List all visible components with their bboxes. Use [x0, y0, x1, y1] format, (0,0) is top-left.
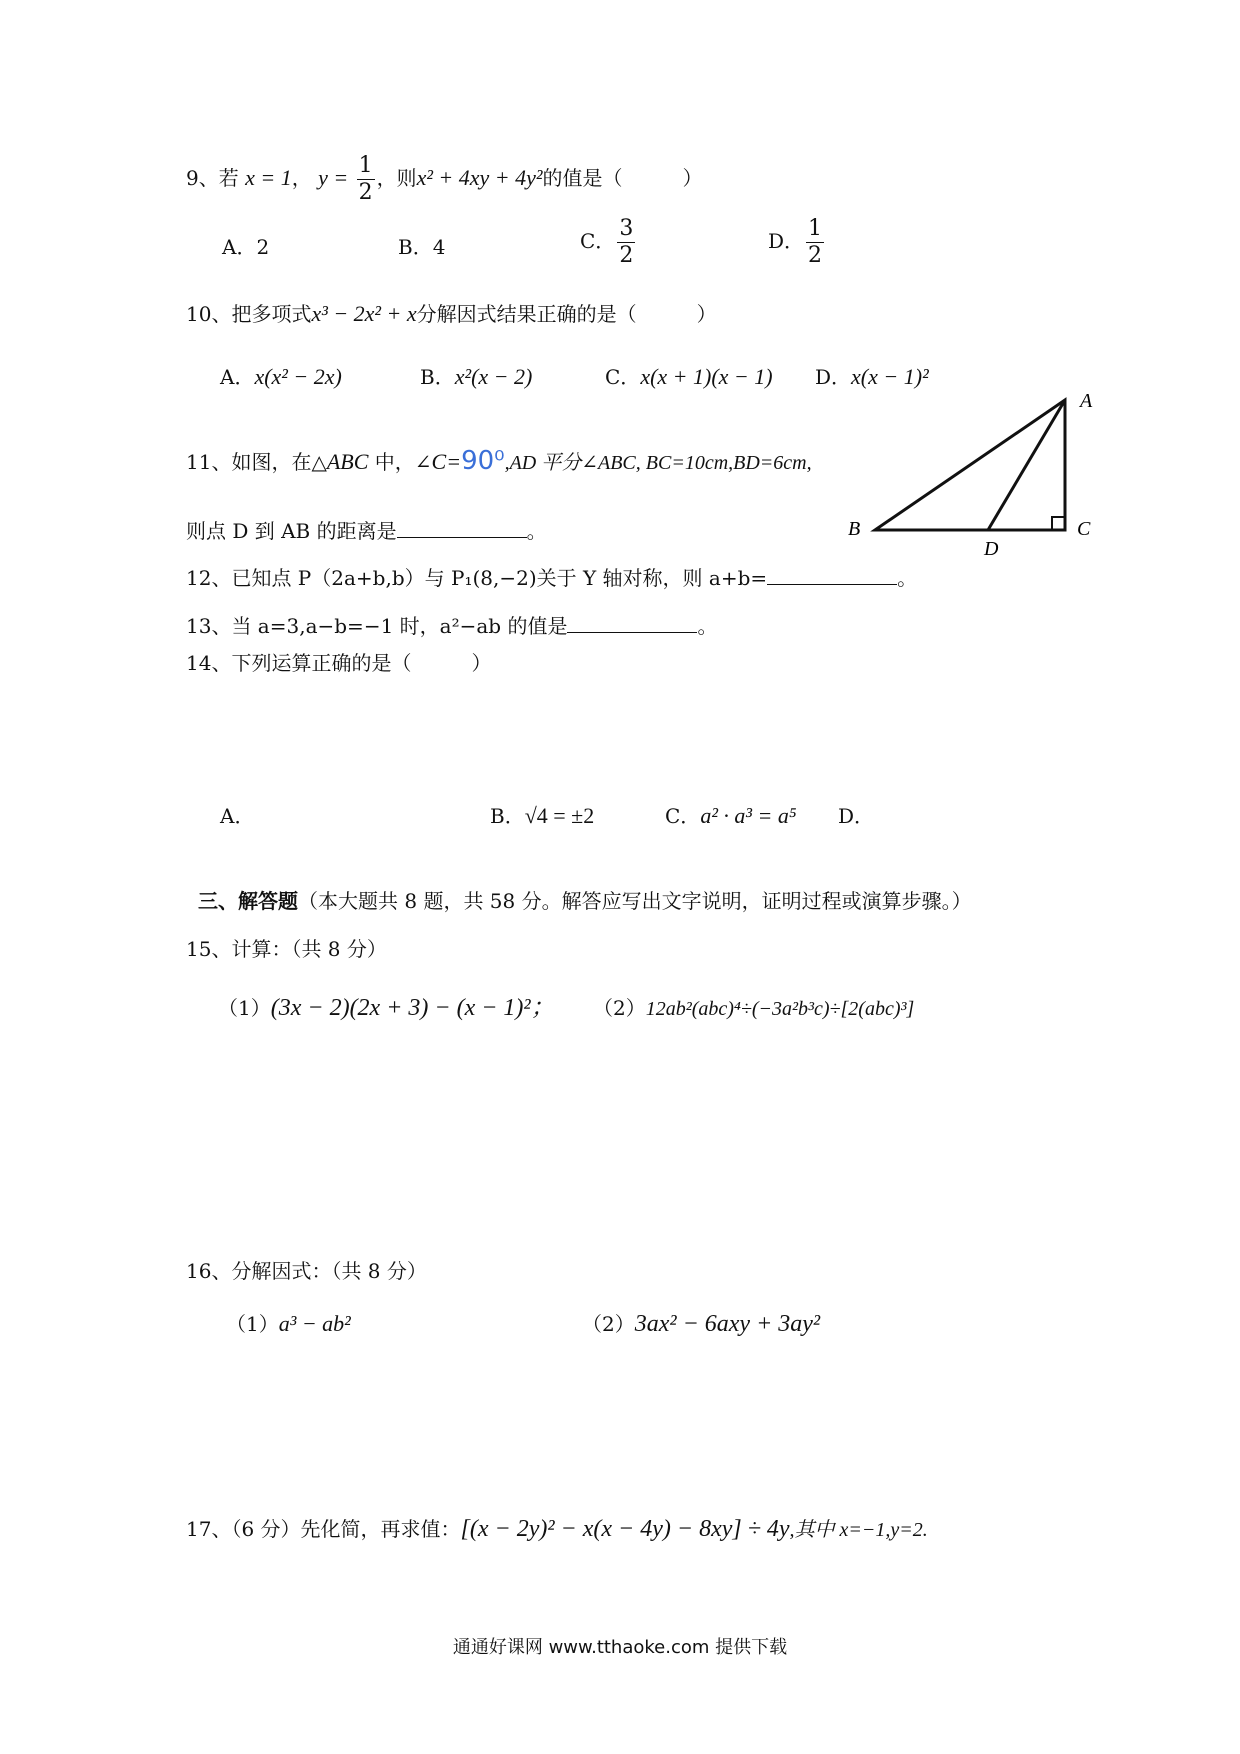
q14-b-expr: √4 = ±2: [524, 803, 595, 828]
q14-text: 下列运算正确的是（ ）: [231, 651, 492, 675]
question-15: 15、计算：（共 8 分）: [186, 937, 387, 961]
q9-sep: ，: [291, 166, 312, 190]
q16-part-1: [226, 1309, 351, 1339]
q15-p1-expr: (3x − 2)(2x + 3) − (x − 1)²；: [270, 995, 555, 1021]
q9-option-d-label: D．: [768, 229, 805, 253]
q10-b-label: B．: [420, 365, 455, 389]
q11-text3: ,AD 平分∠ABC, BC=10cm,BD=6cm,: [504, 452, 812, 474]
q17-expr: [(x − 2y)² − x(x − 4y) − 8xy] ÷ 4y: [460, 1516, 790, 1542]
q10-text1: 把多项式: [231, 302, 312, 326]
q9-option-d: [768, 218, 826, 267]
q10-d-expr: x(x − 1)²: [851, 364, 929, 389]
q9-then: ，则: [376, 166, 417, 190]
q9-c-den: 2: [619, 243, 634, 268]
q12-number: 12、: [186, 566, 232, 590]
q9-number: 9、: [186, 166, 219, 190]
page-footer: 通通好课网 www.tthaoke.com 提供下载: [452, 1637, 788, 1658]
question-12: [186, 562, 917, 593]
q9-option-b: B．4: [398, 235, 446, 259]
q10-number: 10、: [186, 302, 232, 326]
q17-text2: ,其中 x=−1,y=2.: [789, 1519, 928, 1541]
section-3-desc: （本大题共 8 题，共 58 分。解答应写出文字说明，证明过程或演算步骤。）: [298, 889, 972, 913]
q10-text2: 分解因式结果正确的是（ ）: [416, 302, 717, 326]
q15-part-1: [218, 993, 555, 1023]
q13-text: 当 a=3,a−b=−1 时，a²−ab 的值是: [231, 614, 568, 638]
q9-option-c-fraction: [617, 218, 635, 267]
question-11: [186, 446, 812, 478]
q16-p1-label: （1）: [226, 1312, 279, 1336]
q15-part-2: [593, 993, 914, 1024]
question-13: [186, 610, 717, 641]
section-3-title: 三、解答题: [198, 889, 298, 913]
q9-y-lhs: y =: [318, 165, 349, 190]
q13-end: 。: [697, 614, 718, 638]
q10-d-label: D．: [815, 365, 852, 389]
q15-p2-expr: 12ab²(abc)⁴÷(−3a²b³c)÷[2(abc)³]: [645, 998, 915, 1020]
question-14: [186, 648, 491, 678]
q17-text1: 17、（6 分）先化简，再求值：: [186, 1517, 461, 1541]
q13-answer-blank[interactable]: [567, 610, 697, 633]
q10-a-label: A．: [220, 365, 255, 389]
q11-end: 。: [526, 519, 547, 543]
q11-angle-90: 90⁰: [461, 446, 505, 476]
q14-option-b: [490, 801, 594, 831]
q9-x-expr: x = 1: [245, 165, 292, 190]
q9-option-c: [580, 218, 637, 267]
q11-triangle-figure: [840, 380, 1120, 560]
q10-expr: x³ − 2x² + x: [311, 301, 417, 326]
q9-y-num: 1: [358, 153, 373, 178]
section-3-heading: [198, 886, 972, 916]
q10-c-label: C．: [605, 365, 641, 389]
q12-end: 。: [897, 566, 918, 590]
q15-p2-label: （2）: [593, 996, 646, 1020]
question-16: 16、分解因式：（共 8 分）: [186, 1259, 427, 1283]
triangle-abc: [875, 400, 1065, 530]
q9-c-num: 3: [619, 216, 634, 241]
q11-abc: ABC: [326, 449, 369, 474]
q13-number: 13、: [186, 614, 232, 638]
q9-expr: x² + 4xy + 4y²: [416, 165, 543, 190]
q12-text: 已知点 P（2a+b,b）与 P₁(8,−2)关于 Y 轴对称，则 a+b=: [231, 566, 768, 590]
q9-option-c-label: C．: [580, 229, 616, 253]
label-c: C: [1077, 518, 1091, 540]
label-b: B: [848, 518, 861, 540]
question-9: [186, 155, 703, 204]
q11-line2-text: 则点 D 到 AB 的距离是: [186, 519, 397, 543]
q14-number: 14、: [186, 651, 232, 675]
q14-c-label: C．: [665, 804, 701, 828]
q9-tail: 的值是（ ）: [542, 166, 703, 190]
q9-option-a: A．2: [222, 235, 270, 259]
q9-option-d-fraction: [806, 218, 824, 267]
q16-p2-expr: 3ax² − 6axy + 3ay²: [634, 1311, 821, 1337]
q11-number: 11、: [186, 450, 232, 474]
q14-option-d: D．: [838, 804, 875, 828]
q11-answer-blank[interactable]: [397, 515, 527, 538]
q14-c-expr: a² · a³ = a⁵: [700, 803, 797, 828]
q14-b-label: B．: [490, 804, 525, 828]
q12-answer-blank[interactable]: [767, 562, 897, 585]
q10-option-a: [220, 362, 342, 392]
q11-text2: 中，∠: [368, 450, 432, 474]
label-a: A: [1080, 390, 1093, 412]
q9-y-den: 2: [358, 180, 373, 205]
question-17: [186, 1514, 928, 1545]
right-angle-mark: [1052, 517, 1065, 530]
q9-y-fraction: [357, 155, 375, 204]
q9-prefix: 若: [218, 166, 239, 190]
q16-part-2: [582, 1309, 820, 1339]
line-ad: [988, 400, 1065, 530]
q9-d-den: 2: [808, 243, 823, 268]
label-d: D: [984, 538, 999, 560]
q14-option-a: A．: [220, 804, 255, 828]
q10-c-expr: x(x + 1)(x − 1): [640, 364, 773, 389]
q10-option-b: [420, 362, 532, 392]
q14-option-c: [665, 801, 797, 831]
q10-option-c: [605, 362, 773, 392]
q16-p1-expr: a³ − ab²: [278, 1311, 351, 1336]
q11-c-eq: C=: [431, 449, 462, 474]
q11-text1: 如图，在△: [231, 450, 327, 474]
question-10: [186, 299, 717, 329]
q15-p1-label: （1）: [218, 996, 271, 1020]
q16-p2-label: （2）: [582, 1312, 635, 1336]
q11-line2: [186, 515, 547, 546]
q9-d-num: 1: [808, 216, 823, 241]
q10-b-expr: x²(x − 2): [454, 364, 533, 389]
q10-a-expr: x(x² − 2x): [254, 364, 342, 389]
